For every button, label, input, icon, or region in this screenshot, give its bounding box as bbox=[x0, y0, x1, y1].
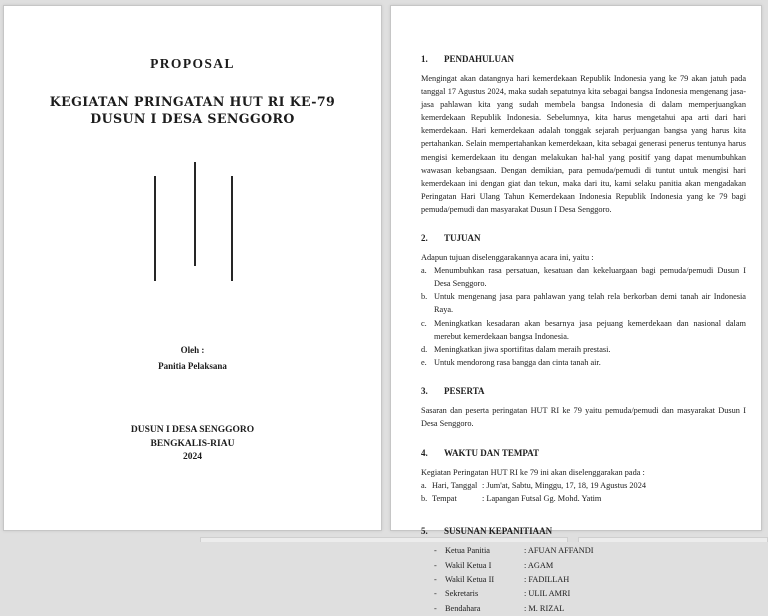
committee-name: : M. RIZAL bbox=[524, 603, 565, 613]
item-letter: b. bbox=[421, 292, 428, 302]
section-number: 4. bbox=[421, 448, 428, 459]
section-heading bbox=[421, 53, 746, 65]
committee-role: Wakil Ketua II bbox=[445, 574, 495, 584]
bullet-dash: - bbox=[434, 546, 437, 556]
peserta-paragraph: Sasaran dan peserta peringatan HUT RI ke 79 yaitu pemuda/pemudi dan masyarakat Dusun I Desa Senggoro. bbox=[421, 405, 746, 428]
committee-role: Sekretaris bbox=[445, 589, 479, 599]
section-heading bbox=[421, 385, 746, 397]
detail-row-tanggal bbox=[421, 479, 746, 492]
cover-subtitle-line-1: KEGIATAN PRINGATAN HUT RI KE-79 bbox=[49, 94, 336, 109]
bullet-dash: - bbox=[434, 603, 437, 613]
detail-row-tempat bbox=[421, 492, 746, 505]
tujuan-intro: Adapun tujuan diselenggarakannya acara ini, yaitu : bbox=[421, 253, 594, 263]
item-text: Untuk mengenang jasa para pahlawan yang telah rela berkorban demi tanah air Indonesia Raya. bbox=[434, 292, 746, 315]
committee-role: Bendahara bbox=[445, 603, 481, 613]
section-tujuan bbox=[421, 232, 746, 369]
item-text: Menumbuhkan rasa persatuan, kesatuan dan kekeluargaan bagi pemuda/pemudi Dusun I Desa Senggoro. bbox=[434, 266, 746, 289]
detail-label: Hari, Tanggal bbox=[432, 481, 478, 491]
waktu-intro: Kegiatan Peringatan HUT RI ke 79 ini akan diselenggarakan pada : bbox=[421, 468, 645, 478]
document-body bbox=[421, 37, 746, 616]
next-page-top-edge-left bbox=[200, 537, 568, 542]
committee-list bbox=[421, 544, 746, 615]
committee-row bbox=[421, 544, 746, 558]
section-number: 5. bbox=[421, 526, 428, 537]
section-title: SUSUNAN KEPANITIAAN bbox=[444, 526, 553, 537]
committee-row bbox=[421, 559, 746, 573]
byline-label: Oleh : bbox=[180, 345, 205, 355]
list-item bbox=[421, 290, 746, 316]
section-peserta bbox=[421, 385, 746, 430]
cover-subtitle bbox=[4, 93, 381, 127]
item-letter: a. bbox=[421, 266, 427, 276]
section-waktu-tempat bbox=[421, 447, 746, 505]
cover-footer bbox=[4, 424, 381, 465]
section-title: PENDAHULUAN bbox=[444, 54, 515, 64]
footer-line-2: BENGKALIS-RIAU bbox=[150, 438, 235, 449]
pendahuluan-paragraph: Mengingat akan datangnya hari kemerdekaan Republik Indonesia yang ke 79 akan jatuh pada tanggal 17 Agustus 2024, maka sudah sepatutnya kita sebagai bangsa Indonesia mengenang jasa-jasa pahlawan kita yang sudah membela bangsa Indonesia di dalam memperjuangkan kemerdekaan Republik Indonesia. Sebelumnya, kita harus mengetahui apa arti dari hari kemerdekaan. Hari kemerdekaan adalah tonggak sejarah perjuangan bangsa yang harus kita pertahankan. Selain mempertahankan kemerdekaan, kita sebagai generasi penerus tentunya harus mengisi kemerdekaan itu dengan melakukan hal-hal yang positif yang dapat menumbuhkan wawasan kebangsaan. Dengan demikian, para pemuda/pemudi di tuntut untuk mengisi hari kemerdekaan ini dengan giat dan tekun, maka dari itu, kami selaku panitia akan mengadakan Peringatan Hari Ulang Tahun Kemerdekaan Indonesia Republik Indonesia yang ke 79 bagi pemuda/pemudi dan masyarakat Dusun I Desa Senggoro. bbox=[421, 74, 746, 214]
cover-byline bbox=[4, 342, 381, 374]
logo-vertical-line-3 bbox=[231, 176, 233, 281]
committee-role: Wakil Ketua I bbox=[445, 560, 492, 570]
next-page-top-edge-right bbox=[578, 537, 768, 542]
footer-line-1: DUSUN I DESA SENGGORO bbox=[130, 425, 255, 435]
committee-row bbox=[421, 602, 746, 616]
bullet-dash: - bbox=[434, 560, 437, 570]
logo-vertical-line-1 bbox=[154, 176, 156, 281]
section-number: 2. bbox=[421, 233, 428, 244]
byline-name: Panitia Pelaksana bbox=[158, 361, 227, 371]
committee-name: : AFUAN AFFANDI bbox=[524, 546, 594, 556]
bullet-dash: - bbox=[434, 574, 437, 584]
item-letter: b. bbox=[421, 494, 428, 504]
item-letter: d. bbox=[421, 344, 428, 354]
cover-subtitle-line-2: DUSUN I DESA SENGGORO bbox=[90, 111, 295, 126]
committee-row bbox=[421, 587, 746, 601]
section-title: WAKTU DAN TEMPAT bbox=[444, 448, 540, 459]
item-letter: a. bbox=[421, 481, 427, 491]
item-text: Meningkatkan kesadaran akan besarnya jasa pejuang kemerdekaan dan nasional dalam merebut kemerdekaan bangsa Indonesia. bbox=[434, 318, 746, 341]
list-item bbox=[421, 343, 746, 356]
cover-page bbox=[3, 5, 382, 531]
logo-vertical-line-2 bbox=[194, 162, 196, 266]
committee-name: : FADILLAH bbox=[524, 574, 570, 584]
item-letter: c. bbox=[421, 318, 427, 328]
section-title: TUJUAN bbox=[444, 233, 481, 244]
section-number: 1. bbox=[421, 54, 428, 64]
committee-row bbox=[421, 573, 746, 587]
section-number: 3. bbox=[421, 385, 428, 396]
section-heading bbox=[421, 232, 746, 244]
content-page bbox=[390, 5, 762, 613]
bullet-dash: - bbox=[434, 589, 437, 599]
committee-name: : ULIL AMRI bbox=[524, 589, 571, 599]
detail-label: Tempat bbox=[432, 494, 457, 504]
committee-role: Ketua Panitia bbox=[445, 546, 490, 556]
cover-title: PROPOSAL bbox=[150, 56, 235, 71]
detail-value: : Jum'at, Sabtu, Minggu, 17, 18, 19 Agustus 2024 bbox=[482, 481, 646, 491]
item-text: Meningkatkan jiwa sportifitas dalam meraih prestasi. bbox=[434, 344, 611, 354]
section-title: PESERTA bbox=[444, 385, 485, 396]
item-text: Untuk mendorong rasa bangga dan cinta tanah air. bbox=[434, 357, 601, 367]
list-item bbox=[421, 356, 746, 369]
list-item bbox=[421, 317, 746, 343]
section-heading bbox=[421, 447, 746, 459]
list-item bbox=[421, 264, 746, 290]
committee-name: : AGAM bbox=[524, 560, 554, 570]
section-pendahuluan bbox=[421, 53, 746, 216]
footer-line-3: 2024 bbox=[183, 452, 202, 462]
item-letter: e. bbox=[421, 357, 427, 367]
detail-value: : Lapangan Futsal Gg. Mohd. Yatim bbox=[482, 494, 602, 504]
section-heading bbox=[421, 525, 746, 537]
